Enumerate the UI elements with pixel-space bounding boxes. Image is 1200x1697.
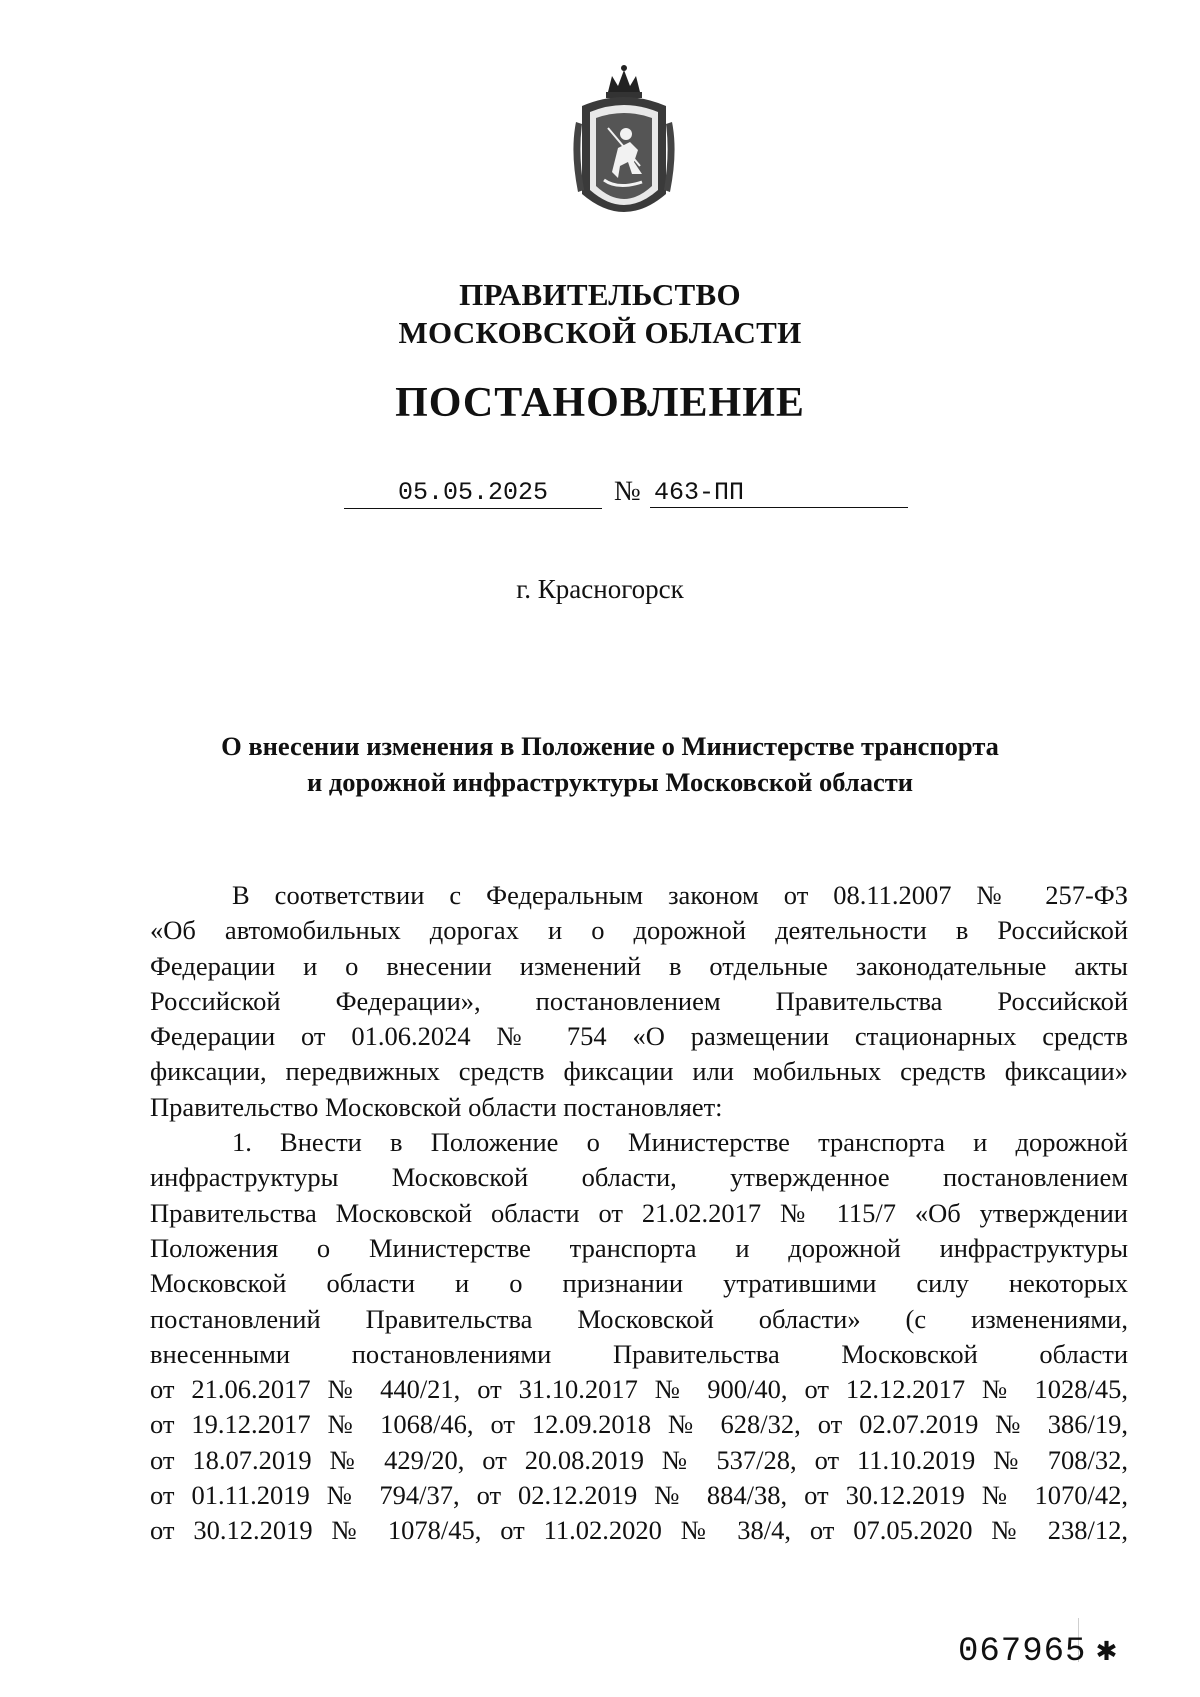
body-line: инфраструктуры Московской области, утвержденное постановлением [150,1162,1128,1193]
body-line: Правительство Московской области постановляет: [150,1091,723,1122]
body-line: от 19.12.2017 № 1068/46, от 12.09.2018 № 628/32, от 02.07.2019 № 386/19, [150,1409,1128,1440]
body-line: Российской Федерации», постановлением Правительства Российской [150,985,1128,1016]
subject-line: и дорожной инфраструктуры Московской области [307,767,913,797]
number-sign: № [614,476,641,507]
serial-digits: 067965 [958,1633,1087,1671]
body-line: «Об автомобильных дорогах и о дорожной деятельности в Российской [150,915,1128,946]
body-line: Правительства Московской области от 21.02.2017 № 115/7 «Об утверждении [150,1197,1128,1228]
body-line: от 01.11.2019 № 794/37, от 02.12.2019 № 884/38, от 30.12.2019 № 1070/42, [150,1480,1128,1511]
government-name-line1: ПРАВИТЕЛЬСТВО [459,277,741,312]
registration-line [344,478,914,510]
body-line: В соответствии с Федеральным законом от 08.11.2007 № 257-ФЗ [232,880,1128,910]
coat-of-arms-emblem [568,62,680,228]
registration-date: 05.05.2025 [344,478,602,509]
document-type-title: ПОСТАНОВЛЕНИЕ [395,380,805,426]
body-line: Федерации и о внесении изменений в отдельные законодательные акты [150,950,1128,981]
document-body [150,878,1128,1549]
body-line: фиксации, передвижных средств фиксации или мобильных средств фиксации» [150,1056,1128,1087]
registration-number: 463-ПП [650,478,908,508]
body-line: 1. Внести в Положение о Министерстве транспорта и дорожной [232,1127,1128,1158]
form-serial-number [958,1632,1118,1672]
subject-line: О внесении изменения в Положение о Министерстве транспорта [221,731,999,761]
body-line: от 30.12.2019 № 1078/45, от 11.02.2020 № 38/4, от 07.05.2020 № 238/12, [150,1515,1128,1546]
body-line: внесенными постановлениями Правительства Московской области [150,1338,1128,1369]
government-name-line2: МОСКОВСКОЙ ОБЛАСТИ [398,315,802,350]
body-line: Московской области и о признании утратившими силу некоторых [150,1268,1128,1299]
document-subject [150,728,1070,800]
body-line: постановлений Правительства Московской области» (с изменениями, [150,1303,1128,1334]
body-line: от 21.06.2017 № 440/21, от 31.10.2017 № 900/40, от 12.12.2017 № 1028/45, [150,1374,1128,1405]
city-name: г. Красногорск [516,574,684,604]
asterisk-mark: ✱ [1096,1633,1118,1671]
body-line: от 18.07.2019 № 429/20, от 20.08.2019 № 537/28, от 11.10.2019 № 708/32, [150,1444,1128,1475]
body-line: Положения о Министерстве транспорта и дорожной инфраструктуры [150,1232,1128,1263]
body-line: Федерации от 01.06.2024 № 754 «О размещении стационарных средств [150,1021,1128,1052]
